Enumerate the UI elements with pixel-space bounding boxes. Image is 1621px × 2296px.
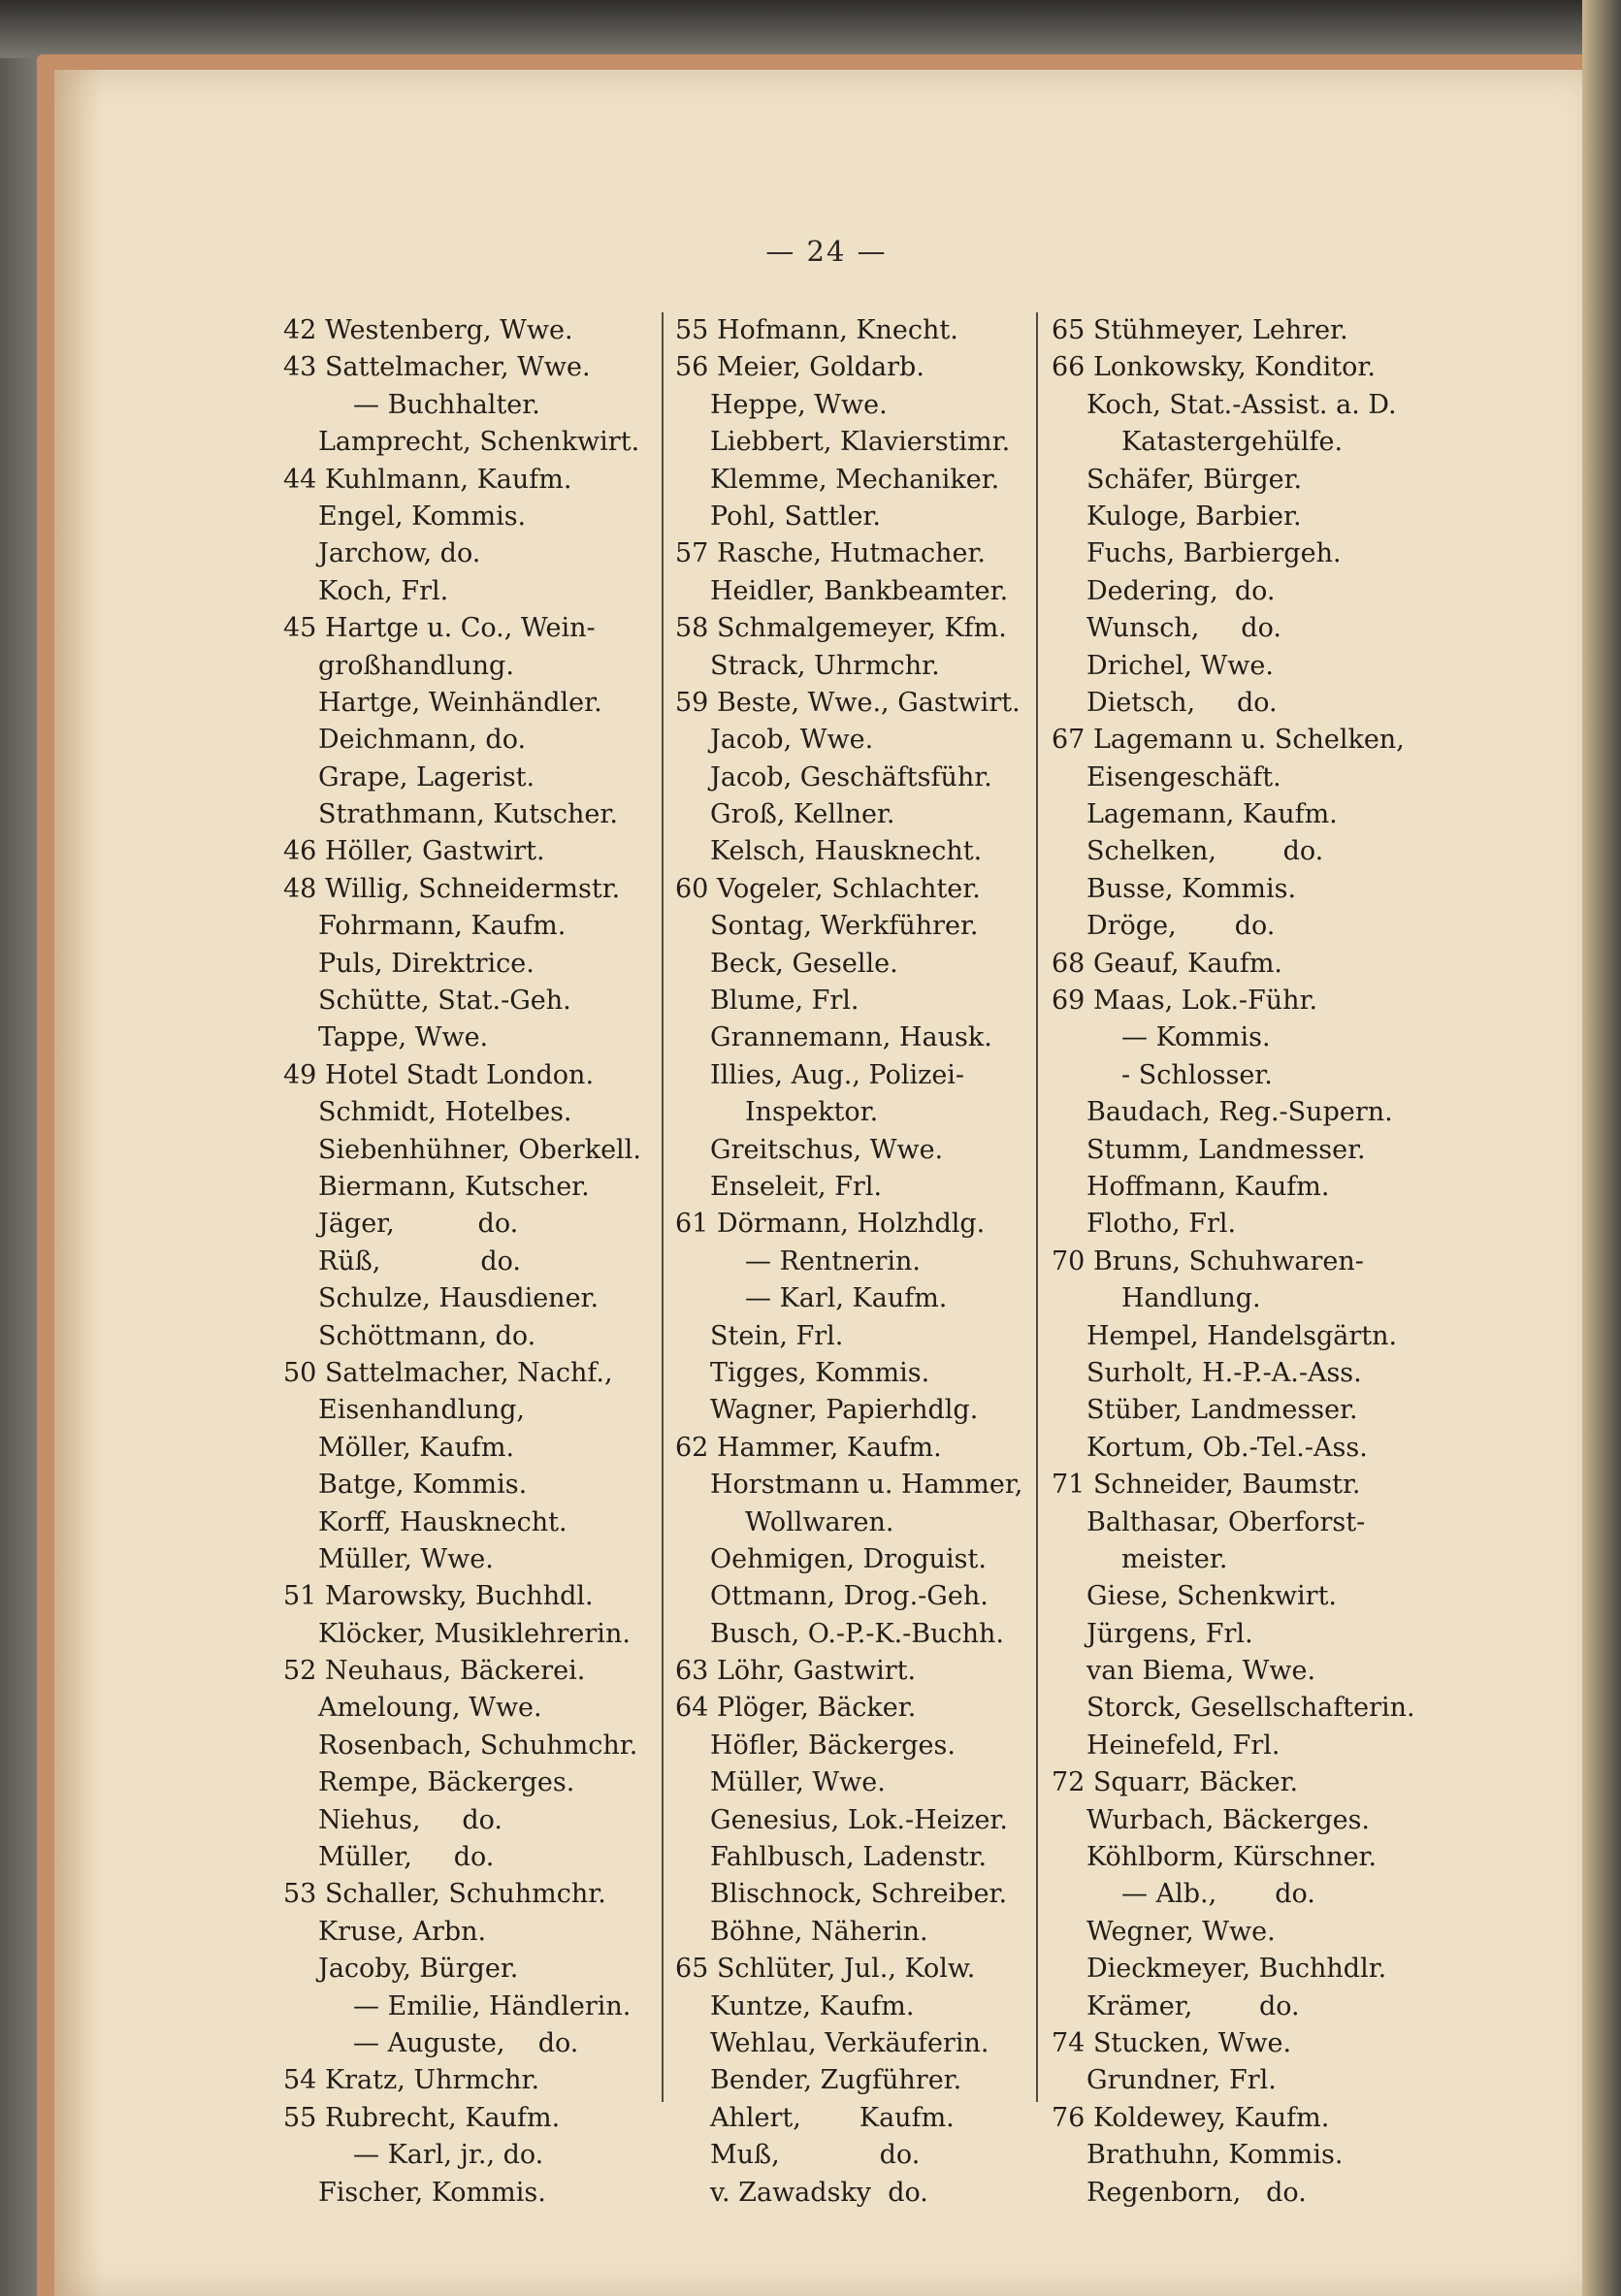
directory-entry: 56 Meier, Goldarb. bbox=[675, 352, 924, 383]
directory-entry: 72 Squarr, Bäcker. bbox=[1052, 1767, 1299, 1798]
directory-entry: Strack, Uhrmchr. bbox=[710, 650, 940, 681]
directory-entry: Katastergehülfe. bbox=[1121, 427, 1344, 458]
directory-entry: 55 Rubrecht, Kaufm. bbox=[283, 2102, 561, 2133]
directory-entry: Eisengeschäft. bbox=[1086, 761, 1281, 792]
directory-entry: Dieckmeyer, Buchhdlr. bbox=[1086, 1954, 1387, 1985]
column-3 bbox=[1036, 312, 1556, 2208]
directory-entry: Heppe, Wwe. bbox=[710, 389, 888, 420]
directory-entry: meister. bbox=[1121, 1543, 1228, 1574]
book-page bbox=[54, 70, 1599, 2296]
directory-entry: Ameloung, Wwe. bbox=[318, 1693, 542, 1724]
scan-top-edge bbox=[0, 0, 1621, 58]
directory-entry: Blischnock, Schreiber. bbox=[710, 1879, 1008, 1910]
directory-entry: Wehlau, Verkäuferin. bbox=[710, 2027, 989, 2058]
directory-entry: Köhlborm, Kürschner. bbox=[1086, 1842, 1378, 1873]
directory-entry: Genesius, Lok.-Heizer. bbox=[710, 1804, 1008, 1835]
directory-entry: 70 Bruns, Schuhwaren- bbox=[1052, 1245, 1364, 1277]
directory-entry: Groß, Kellner. bbox=[710, 799, 895, 830]
directory-entry: Hoffmann, Kaufm. bbox=[1086, 1171, 1330, 1202]
directory-entry: Busch, O.-P.-K.-Buchh. bbox=[710, 1618, 1005, 1649]
directory-entry: Dröge, do. bbox=[1086, 911, 1276, 942]
directory-entry: 60 Vogeler, Schlachter. bbox=[675, 873, 981, 904]
directory-entry: Höfler, Bäckerges. bbox=[710, 1730, 956, 1761]
directory-entry: Heidler, Bankbeamter. bbox=[710, 575, 1009, 606]
directory-entry: Fuchs, Barbiergeh. bbox=[1086, 538, 1342, 569]
directory-entry: Greitschus, Wwe. bbox=[710, 1134, 944, 1165]
directory-entry: Schulze, Hausdiener. bbox=[318, 1283, 600, 1314]
directory-entry: — Emilie, Händlerin. bbox=[353, 1990, 632, 2021]
directory-entry: 63 Löhr, Gastwirt. bbox=[675, 1656, 917, 1687]
directory-entry: 58 Schmalgemeyer, Kfm. bbox=[675, 613, 1007, 644]
directory-entry: Storck, Gesellschafterin. bbox=[1086, 1693, 1415, 1724]
directory-entry: Niehus, do. bbox=[318, 1804, 503, 1835]
directory-entry: Müller, Wwe. bbox=[710, 1767, 886, 1798]
directory-entry: — Rentnerin. bbox=[745, 1245, 922, 1277]
directory-entry: Pohl, Sattler. bbox=[710, 501, 881, 532]
directory-entry: Lagemann, Kaufm. bbox=[1086, 799, 1338, 830]
directory-entry: Stüber, Landmesser. bbox=[1086, 1395, 1358, 1426]
directory-entry: Drichel, Wwe. bbox=[1086, 650, 1274, 681]
directory-entry: — Auguste, do. bbox=[353, 2027, 579, 2058]
directory-entry: 55 Hofmann, Knecht. bbox=[675, 315, 958, 345]
directory-entry: Lamprecht, Schenkwirt. bbox=[318, 427, 640, 458]
directory-entry: v. Zawadsky do. bbox=[710, 2177, 928, 2208]
directory-entry: Wegner, Wwe. bbox=[1086, 1916, 1276, 1947]
directory-entry: Stein, Frl. bbox=[710, 1320, 844, 1351]
directory-entry: Handlung. bbox=[1121, 1283, 1261, 1314]
directory-entry: Baudach, Reg.-Supern. bbox=[1086, 1097, 1393, 1128]
directory-entry: 46 Höller, Gastwirt. bbox=[283, 836, 545, 867]
directory-entry: Dedering, do. bbox=[1086, 575, 1276, 606]
directory-entry: Schöttmann, do. bbox=[318, 1320, 536, 1351]
directory-entry: 65 Stühmeyer, Lehrer. bbox=[1052, 315, 1348, 345]
directory-entry: Jürgens, Frl. bbox=[1086, 1618, 1253, 1649]
directory-entry: Koch, Stat.-Assist. a. D. bbox=[1086, 389, 1397, 420]
directory-entry: Hempel, Handelsgärtn. bbox=[1086, 1320, 1398, 1351]
directory-entry: 69 Maas, Lok.-Führ. bbox=[1052, 986, 1318, 1017]
directory-entry: großhandlung. bbox=[318, 650, 514, 681]
directory-entry: Fahlbusch, Ladenstr. bbox=[710, 1842, 988, 1873]
directory-entry: 71 Schneider, Baumstr. bbox=[1052, 1470, 1361, 1501]
directory-entry: Jarchow, do. bbox=[318, 538, 481, 569]
directory-entry: Heinefeld, Frl. bbox=[1086, 1730, 1281, 1761]
directory-entry: Stumm, Landmesser. bbox=[1086, 1134, 1366, 1165]
directory-entry: Schelken, do. bbox=[1086, 836, 1324, 867]
directory-entry: 49 Hotel Stadt London. bbox=[283, 1059, 595, 1090]
directory-entry: Eisenhandlung, bbox=[318, 1395, 526, 1426]
directory-entry: Regenborn, do. bbox=[1086, 2177, 1307, 2208]
directory-entry: 52 Neuhaus, Bäckerei. bbox=[283, 1656, 586, 1687]
directory-entry: 67 Lagemann u. Schelken, bbox=[1052, 725, 1405, 756]
directory-entry: 44 Kuhlmann, Kaufm. bbox=[283, 464, 572, 495]
directory-entry: 76 Koldewey, Kaufm. bbox=[1052, 2102, 1330, 2133]
directory-entry: Hartge, Weinhändler. bbox=[318, 687, 602, 718]
directory-entry: Kruse, Arbn. bbox=[318, 1916, 487, 1947]
directory-entry: Giese, Schenkwirt. bbox=[1086, 1581, 1338, 1612]
directory-entry: 45 Hartge u. Co., Wein- bbox=[283, 613, 596, 644]
directory-entry: Rosenbach, Schuhmchr. bbox=[318, 1730, 638, 1761]
directory-entry: Busse, Kommis. bbox=[1086, 873, 1297, 904]
directory-entry: Beck, Geselle. bbox=[710, 948, 898, 979]
directory-entry: Oehmigen, Droguist. bbox=[710, 1543, 987, 1574]
directory-entry: Rüß, do. bbox=[318, 1245, 521, 1277]
directory-entry: Schmidt, Hotelbes. bbox=[318, 1097, 572, 1128]
directory-entry: 48 Willig, Schneidermstr. bbox=[283, 873, 621, 904]
directory-entry: Wollwaren. bbox=[745, 1506, 894, 1537]
page-number: — 24 — bbox=[765, 235, 888, 268]
directory-entry: Schäfer, Bürger. bbox=[1086, 464, 1303, 495]
directory-entry: Kelsch, Hausknecht. bbox=[710, 836, 983, 867]
directory-entry: 57 Rasche, Hutmacher. bbox=[675, 538, 986, 569]
directory-entry: — Karl, Kaufm. bbox=[745, 1283, 948, 1314]
directory-entry: Biermann, Kutscher. bbox=[318, 1171, 590, 1202]
directory-entry: Kuntze, Kaufm. bbox=[710, 1990, 915, 2021]
directory-entry: Kuloge, Barbier. bbox=[1086, 501, 1302, 532]
directory-entry: Jäger, do. bbox=[318, 1209, 519, 1240]
directory-entry: 59 Beste, Wwe., Gastwirt. bbox=[675, 687, 1021, 718]
directory-entry: Balthasar, Oberforst- bbox=[1086, 1506, 1366, 1537]
directory-entry: 74 Stucken, Wwe. bbox=[1052, 2027, 1292, 2058]
directory-entry: Koch, Frl. bbox=[318, 575, 449, 606]
directory-entry: Kortum, Ob.-Tel.-Ass. bbox=[1086, 1432, 1368, 1463]
directory-entry: Enseleit, Frl. bbox=[710, 1171, 883, 1202]
directory-entry: Puls, Direktrice. bbox=[318, 948, 535, 979]
directory-entry: Ahlert, Kaufm. bbox=[710, 2102, 955, 2133]
directory-entry: Korff, Hausknecht. bbox=[318, 1506, 567, 1537]
directory-entry: 64 Plöger, Bäcker. bbox=[675, 1693, 917, 1724]
directory-entry: Muß, do. bbox=[710, 2140, 921, 2171]
directory-entry: Grannemann, Hausk. bbox=[710, 1022, 992, 1053]
directory-entry: 61 Dörmann, Holzhdlg. bbox=[675, 1209, 986, 1240]
directory-entry: Grundner, Frl. bbox=[1086, 2065, 1277, 2096]
scan-right-edge bbox=[1582, 0, 1621, 2296]
directory-entry: Jacob, Wwe. bbox=[710, 725, 874, 756]
directory-entry: Tappe, Wwe. bbox=[318, 1022, 489, 1053]
directory-entry: Klemme, Mechaniker. bbox=[710, 464, 1000, 495]
directory-entry: Liebbert, Klavierstimr. bbox=[710, 427, 1011, 458]
directory-entry: — Buchhalter. bbox=[353, 389, 540, 420]
directory-entry: 54 Kratz, Uhrmchr. bbox=[283, 2065, 540, 2096]
directory-entry: 43 Sattelmacher, Wwe. bbox=[283, 352, 591, 383]
directory-entry: Müller, do. bbox=[318, 1842, 495, 1873]
directory-entry: - Schlosser. bbox=[1121, 1059, 1273, 1090]
directory-entry: Schütte, Stat.-Geh. bbox=[318, 986, 571, 1017]
directory-entry: Flotho, Frl. bbox=[1086, 1209, 1237, 1240]
directory-entry: Wurbach, Bäckerges. bbox=[1086, 1804, 1371, 1835]
directory-entry: Rempe, Bäckerges. bbox=[318, 1767, 575, 1798]
directory-entry: Inspektor. bbox=[745, 1097, 879, 1128]
directory-entry: 42 Westenberg, Wwe. bbox=[283, 315, 573, 345]
directory-entry: 68 Geauf, Kaufm. bbox=[1052, 948, 1283, 979]
directory-entry: 62 Hammer, Kaufm. bbox=[675, 1432, 942, 1463]
directory-entry: Wunsch, do. bbox=[1086, 613, 1281, 644]
directory-entry: Tigges, Kommis. bbox=[710, 1357, 930, 1388]
directory-entry: Blume, Frl. bbox=[710, 986, 859, 1017]
directory-entry: Möller, Kaufm. bbox=[318, 1432, 515, 1463]
directory-entry: Illies, Aug., Polizei- bbox=[710, 1059, 965, 1090]
directory-entry: Jacob, Geschäftsführ. bbox=[710, 761, 992, 792]
directory-entry: Müller, Wwe. bbox=[318, 1543, 494, 1574]
directory-entry: Bender, Zugführer. bbox=[710, 2065, 962, 2096]
directory-entry: Böhne, Näherin. bbox=[710, 1916, 928, 1947]
directory-entry: Surholt, H.-P.-A.-Ass. bbox=[1086, 1357, 1362, 1388]
directory-entry: 53 Schaller, Schuhmchr. bbox=[283, 1879, 606, 1910]
directory-entry: Siebenhühner, Oberkell. bbox=[318, 1134, 641, 1165]
directory-entry: Klöcker, Musiklehrerin. bbox=[318, 1618, 631, 1649]
directory-entry: Jacoby, Bürger. bbox=[318, 1954, 519, 1985]
directory-entry: Engel, Kommis. bbox=[318, 501, 527, 532]
directory-entry: Strathmann, Kutscher. bbox=[318, 799, 618, 830]
directory-entry: 65 Schlüter, Jul., Kolw. bbox=[675, 1954, 976, 1985]
directory-entry: Ottmann, Drog.-Geh. bbox=[710, 1581, 989, 1612]
directory-entry: Fischer, Kommis. bbox=[318, 2177, 546, 2208]
directory-entry: Krämer, do. bbox=[1086, 1990, 1300, 2021]
directory-entry: Fohrmann, Kaufm. bbox=[318, 911, 567, 942]
directory-entry: 66 Lonkowsky, Konditor. bbox=[1052, 352, 1376, 383]
directory-entry: Sontag, Werkführer. bbox=[710, 911, 979, 942]
directory-entry: Dietsch, do. bbox=[1086, 687, 1278, 718]
directory-entry: van Biema, Wwe. bbox=[1086, 1656, 1316, 1687]
directory-entry: — Karl, jr., do. bbox=[353, 2140, 544, 2171]
directory-entry: Grape, Lagerist. bbox=[318, 761, 535, 792]
directory-entry: Horstmann u. Hammer, bbox=[710, 1470, 1023, 1501]
directory-entry: Wagner, Papierhdlg. bbox=[710, 1395, 979, 1426]
directory-entry: — Kommis. bbox=[1121, 1022, 1271, 1053]
directory-entry: 51 Marowsky, Buchhdl. bbox=[283, 1581, 594, 1612]
directory-entry: Batge, Kommis. bbox=[318, 1470, 528, 1501]
column-1 bbox=[283, 312, 720, 2212]
directory-entry: — Alb., do. bbox=[1121, 1879, 1315, 1910]
directory-entry: Brathuhn, Kommis. bbox=[1086, 2140, 1344, 2171]
directory-entry: Deichmann, do. bbox=[318, 725, 527, 756]
directory-entry: 50 Sattelmacher, Nachf., bbox=[283, 1357, 613, 1388]
